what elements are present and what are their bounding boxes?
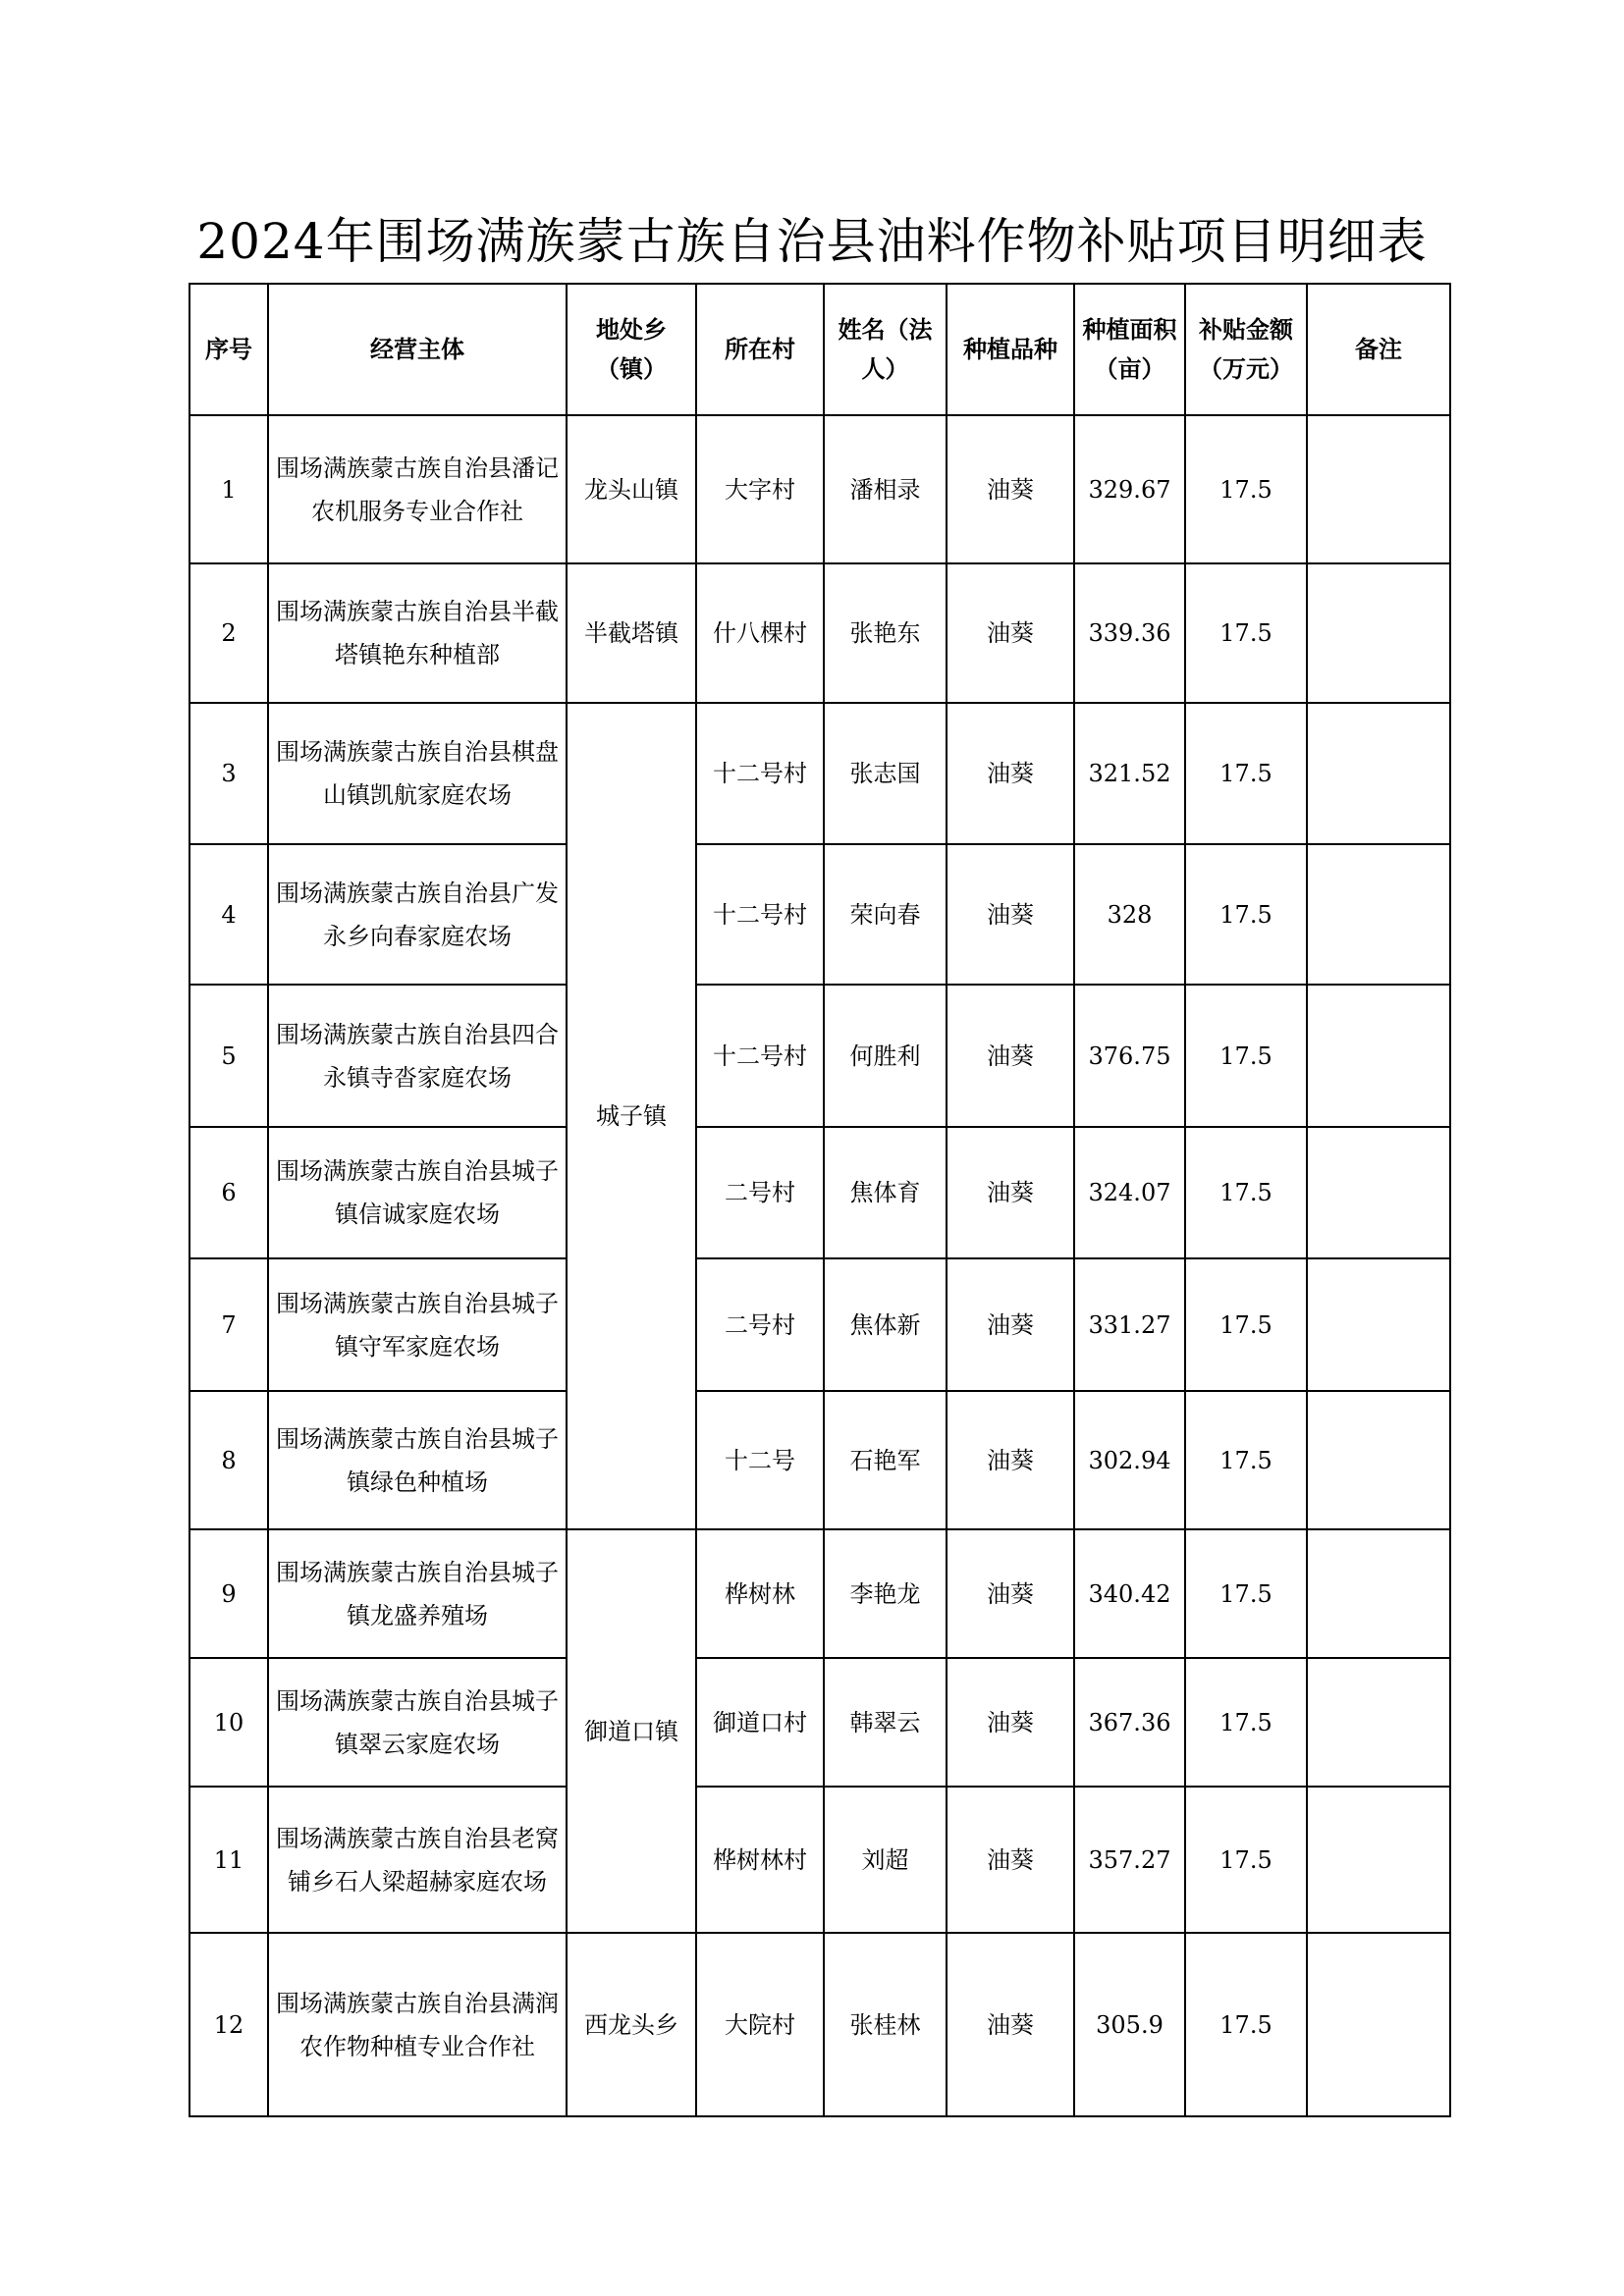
cell-remark <box>1307 1787 1450 1933</box>
cell-entity: 围场满族蒙古族自治县广发永乡向春家庭农场 <box>268 844 567 985</box>
cell-village: 十二号 <box>696 1391 824 1529</box>
table-row <box>189 415 1450 563</box>
cell-seq: 10 <box>189 1658 268 1787</box>
cell-person: 李艳龙 <box>824 1529 947 1658</box>
cell-town: 半截塔镇 <box>567 563 696 703</box>
table-row <box>189 703 1450 844</box>
cell-village: 大字村 <box>696 415 824 563</box>
table-row <box>189 1529 1450 1658</box>
cell-entity: 围场满族蒙古族自治县城子镇龙盛养殖场 <box>268 1529 567 1658</box>
header-seq: 序号 <box>189 284 268 415</box>
cell-seq: 4 <box>189 844 268 985</box>
cell-person: 张志国 <box>824 703 947 844</box>
table-row <box>189 1258 1450 1391</box>
cell-remark <box>1307 1933 1450 2116</box>
cell-seq: 12 <box>189 1933 268 2116</box>
cell-variety: 油葵 <box>947 1391 1074 1529</box>
cell-remark <box>1307 415 1450 563</box>
cell-village: 二号村 <box>696 1258 824 1391</box>
cell-area: 302.94 <box>1074 1391 1185 1529</box>
cell-village: 十二号村 <box>696 844 824 985</box>
cell-person: 韩翠云 <box>824 1658 947 1787</box>
cell-variety: 油葵 <box>947 844 1074 985</box>
cell-remark <box>1307 703 1450 844</box>
cell-seq: 11 <box>189 1787 268 1933</box>
table-row <box>189 1787 1450 1933</box>
cell-area: 339.36 <box>1074 563 1185 703</box>
cell-seq: 9 <box>189 1529 268 1658</box>
cell-remark <box>1307 1127 1450 1258</box>
cell-seq: 3 <box>189 703 268 844</box>
cell-person: 何胜利 <box>824 985 947 1127</box>
cell-village: 御道口村 <box>696 1658 824 1787</box>
cell-area: 340.42 <box>1074 1529 1185 1658</box>
cell-amount: 17.5 <box>1185 1127 1307 1258</box>
cell-village: 桦树林 <box>696 1529 824 1658</box>
cell-amount: 17.5 <box>1185 985 1307 1127</box>
cell-entity: 围场满族蒙古族自治县潘记农机服务专业合作社 <box>268 415 567 563</box>
cell-person: 张桂林 <box>824 1933 947 2116</box>
cell-area: 367.36 <box>1074 1658 1185 1787</box>
cell-remark <box>1307 985 1450 1127</box>
cell-seq: 7 <box>189 1258 268 1391</box>
cell-entity: 围场满族蒙古族自治县半截塔镇艳东种植部 <box>268 563 567 703</box>
cell-seq: 5 <box>189 985 268 1127</box>
cell-amount: 17.5 <box>1185 1258 1307 1391</box>
cell-person: 石艳军 <box>824 1391 947 1529</box>
cell-person: 荣向春 <box>824 844 947 985</box>
cell-area: 324.07 <box>1074 1127 1185 1258</box>
cell-area: 331.27 <box>1074 1258 1185 1391</box>
cell-seq: 6 <box>189 1127 268 1258</box>
subsidy-detail-table <box>189 283 1451 2117</box>
cell-area: 357.27 <box>1074 1787 1185 1933</box>
cell-entity: 围场满族蒙古族自治县城子镇守军家庭农场 <box>268 1258 567 1391</box>
header-village: 所在村 <box>696 284 824 415</box>
cell-variety: 油葵 <box>947 703 1074 844</box>
table-row <box>189 1658 1450 1787</box>
cell-area: 328 <box>1074 844 1185 985</box>
cell-variety: 油葵 <box>947 1258 1074 1391</box>
cell-amount: 17.5 <box>1185 1391 1307 1529</box>
cell-remark <box>1307 1658 1450 1787</box>
cell-entity: 围场满族蒙古族自治县老窝铺乡石人梁超赫家庭农场 <box>268 1787 567 1933</box>
header-person: 姓名（法人） <box>824 284 947 415</box>
header-entity: 经营主体 <box>268 284 567 415</box>
cell-village: 大院村 <box>696 1933 824 2116</box>
cell-amount: 17.5 <box>1185 1933 1307 2116</box>
cell-town: 城子镇 <box>567 703 696 1529</box>
cell-amount: 17.5 <box>1185 563 1307 703</box>
header-town: 地处乡（镇） <box>567 284 696 415</box>
cell-entity: 围场满族蒙古族自治县城子镇翠云家庭农场 <box>268 1658 567 1787</box>
header-area: 种植面积（亩） <box>1074 284 1185 415</box>
cell-village: 十二号村 <box>696 703 824 844</box>
cell-seq: 2 <box>189 563 268 703</box>
cell-village: 二号村 <box>696 1127 824 1258</box>
table-row <box>189 563 1450 703</box>
header-amount: 补贴金额（万元） <box>1185 284 1307 415</box>
cell-remark <box>1307 844 1450 985</box>
table-row <box>189 844 1450 985</box>
cell-town: 龙头山镇 <box>567 415 696 563</box>
cell-amount: 17.5 <box>1185 844 1307 985</box>
cell-variety: 油葵 <box>947 1658 1074 1787</box>
document-title: 2024年围场满族蒙古族自治县油料作物补贴项目明细表 <box>196 213 1428 270</box>
cell-amount: 17.5 <box>1185 703 1307 844</box>
cell-person: 潘相录 <box>824 415 947 563</box>
cell-seq: 1 <box>189 415 268 563</box>
cell-area: 321.52 <box>1074 703 1185 844</box>
header-remark: 备注 <box>1307 284 1450 415</box>
cell-variety: 油葵 <box>947 1127 1074 1258</box>
cell-remark <box>1307 563 1450 703</box>
cell-variety: 油葵 <box>947 415 1074 563</box>
cell-area: 305.9 <box>1074 1933 1185 2116</box>
cell-variety: 油葵 <box>947 1933 1074 2116</box>
cell-amount: 17.5 <box>1185 1787 1307 1933</box>
cell-village: 什八棵村 <box>696 563 824 703</box>
cell-person: 刘超 <box>824 1787 947 1933</box>
cell-remark <box>1307 1529 1450 1658</box>
cell-entity: 围场满族蒙古族自治县棋盘山镇凯航家庭农场 <box>268 703 567 844</box>
cell-variety: 油葵 <box>947 985 1074 1127</box>
cell-area: 376.75 <box>1074 985 1185 1127</box>
cell-village: 桦树林村 <box>696 1787 824 1933</box>
cell-area: 329.67 <box>1074 415 1185 563</box>
table-row <box>189 1933 1450 2116</box>
cell-entity: 围场满族蒙古族自治县城子镇信诚家庭农场 <box>268 1127 567 1258</box>
table-row <box>189 1391 1450 1529</box>
table-row <box>189 1127 1450 1258</box>
cell-person: 焦体新 <box>824 1258 947 1391</box>
cell-remark <box>1307 1258 1450 1391</box>
cell-variety: 油葵 <box>947 1529 1074 1658</box>
table-row <box>189 985 1450 1127</box>
cell-amount: 17.5 <box>1185 415 1307 563</box>
cell-entity: 围场满族蒙古族自治县城子镇绿色种植场 <box>268 1391 567 1529</box>
cell-entity: 围场满族蒙古族自治县满润农作物种植专业合作社 <box>268 1933 567 2116</box>
header-variety: 种植品种 <box>947 284 1074 415</box>
cell-person: 焦体育 <box>824 1127 947 1258</box>
cell-amount: 17.5 <box>1185 1658 1307 1787</box>
cell-entity: 围场满族蒙古族自治县四合永镇寺沓家庭农场 <box>268 985 567 1127</box>
cell-variety: 油葵 <box>947 1787 1074 1933</box>
cell-remark <box>1307 1391 1450 1529</box>
cell-village: 十二号村 <box>696 985 824 1127</box>
cell-town: 御道口镇 <box>567 1529 696 1933</box>
cell-person: 张艳东 <box>824 563 947 703</box>
cell-amount: 17.5 <box>1185 1529 1307 1658</box>
cell-town: 西龙头乡 <box>567 1933 696 2116</box>
table-header-row <box>189 284 1450 415</box>
cell-seq: 8 <box>189 1391 268 1529</box>
cell-variety: 油葵 <box>947 563 1074 703</box>
